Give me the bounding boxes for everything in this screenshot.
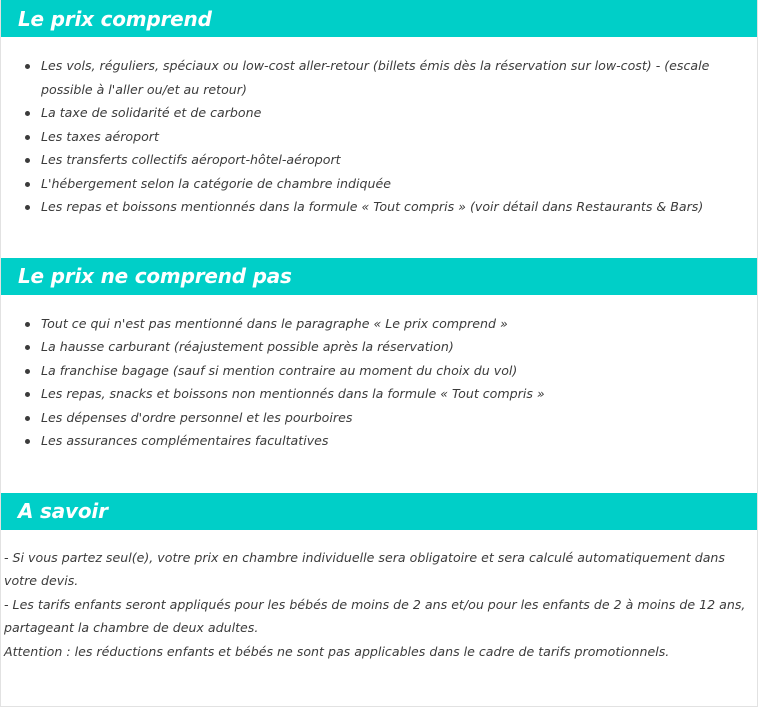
section-spacer xyxy=(1,453,757,493)
list-item: Les dépenses d'ordre personnel et les pourboires xyxy=(1,406,757,430)
section-spacer xyxy=(1,219,757,258)
section-header-a-savoir xyxy=(1,493,757,530)
section-header-le-prix-ne-comprend-pas xyxy=(1,258,757,295)
list-item: Les vols, réguliers, spéciaux ou low-cost aller-retour (billets émis dès la réservation sur low-cost) - (escale possible à l'aller ou/et au retour) xyxy=(1,54,757,101)
list-item: Tout ce qui n'est pas mentionné dans le paragraphe « Le prix comprend » xyxy=(1,312,757,336)
list-item: Les taxes aéroport xyxy=(1,125,757,149)
a-savoir-notes xyxy=(1,530,757,664)
section-header-le-prix-comprend xyxy=(1,0,757,37)
note-paragraph: - Les tarifs enfants seront appliqués pour les bébés de moins de 2 ans et/ou pour les enfants de 2 à moins de 12 ans, partageant la chambre de deux adultes. xyxy=(4,596,746,635)
list-item: Les assurances complémentaires facultatives xyxy=(1,429,757,453)
note-paragraph: Attention : les réductions enfants et bébés ne sont pas applicables dans le cadre de tarifs promotionnels. xyxy=(4,643,670,659)
list-item: Les repas et boissons mentionnés dans la formule « Tout compris » (voir détail dans Restaurants & Bars) xyxy=(1,195,757,219)
excluded-list xyxy=(1,295,757,453)
list-item: La hausse carburant (réajustement possible après la réservation) xyxy=(1,335,757,359)
list-item: La taxe de solidarité et de carbone xyxy=(1,101,757,125)
list-item: La franchise bagage (sauf si mention contraire au moment du choix du vol) xyxy=(1,359,757,383)
note-paragraph: - Si vous partez seul(e), votre prix en chambre individuelle sera obligatoire et sera calculé automatiquement dans votre devis. xyxy=(4,549,725,588)
section-title: Le prix ne comprend pas xyxy=(18,264,292,288)
list-item: L'hébergement selon la catégorie de chambre indiquée xyxy=(1,172,757,196)
included-list xyxy=(1,37,757,219)
list-item: Les transferts collectifs aéroport-hôtel-aéroport xyxy=(1,148,757,172)
section-title: Le prix comprend xyxy=(18,6,212,31)
list-item: Les repas, snacks et boissons non mentionnés dans la formule « Tout compris » xyxy=(1,382,757,406)
section-title: A savoir xyxy=(18,499,108,523)
